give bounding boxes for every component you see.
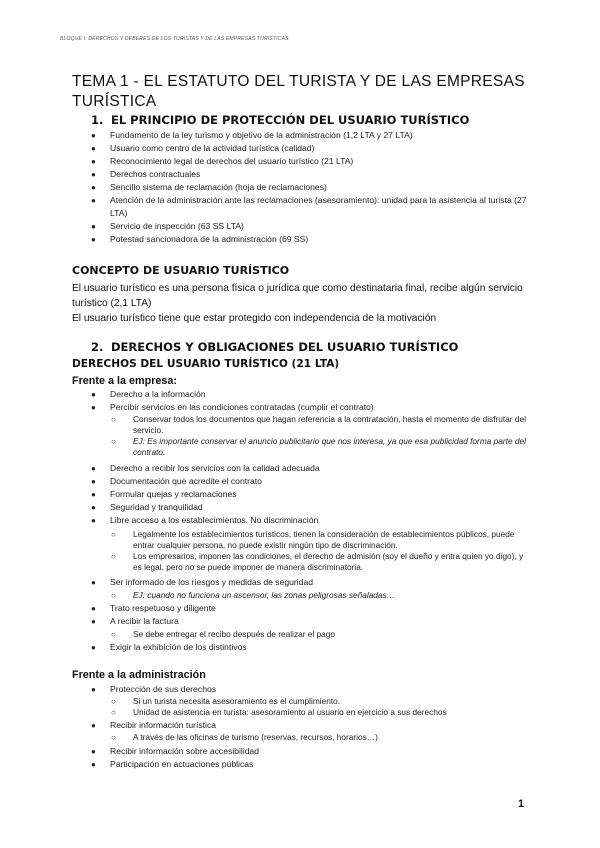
bullet-icon: ● bbox=[91, 477, 96, 486]
empresa-sublist-4 bbox=[91, 629, 531, 640]
circle-bullet-icon: ○ bbox=[111, 708, 116, 717]
list-item: ● Trato respetuoso y diligente bbox=[91, 603, 216, 613]
list-item: ● Formular quejas y reclamaciones bbox=[91, 489, 237, 499]
concepto-heading: CONCEPTO DE USUARIO TURÍSTICO bbox=[72, 264, 290, 277]
list-item: ● Atención de la administración ante las reclamaciones (asesoramiento): unidad para la asistencia al turista (27 LTA) bbox=[91, 195, 527, 218]
list-item: ○ Se debe entregar el recibo después de realizar el pago bbox=[111, 629, 336, 639]
list-item: ○ EJ: cuando no funciona un ascensor, las zonas peligrosas señaladas… bbox=[111, 590, 395, 600]
concepto-paragraph-2: El usuario turístico tiene que estar protegido con independencia de la motivación bbox=[72, 313, 437, 324]
list-item: ● Recibir información sobre accesibilidad bbox=[91, 746, 260, 756]
list-item: ● Exigir la exhibición de los distintivos bbox=[91, 642, 247, 652]
section-2-number: 2. bbox=[91, 340, 104, 354]
bullet-icon: ● bbox=[91, 490, 96, 499]
empresa-sublist-1 bbox=[91, 414, 531, 458]
bullet-icon: ● bbox=[91, 578, 96, 587]
bullet-icon: ● bbox=[91, 604, 96, 613]
circle-bullet-icon: ○ bbox=[111, 530, 116, 539]
list-item: ● Libre acceso a los establecimientos. No discriminación bbox=[91, 515, 319, 525]
list-item: ○ Unidad de asistencia en turista: asesoramiento al usuario en ejercicio a sus derechos bbox=[111, 707, 447, 717]
derechos-subheading: DERECHOS DEL USUARIO TURÍSTICO (21 LTA) bbox=[72, 358, 340, 370]
bullet-icon: ● bbox=[91, 617, 96, 626]
bullet-icon: ● bbox=[91, 235, 96, 244]
list-item: ● Derecho a recibir los servicios con la calidad adecuada bbox=[91, 463, 320, 473]
admin-sublist-2 bbox=[91, 732, 531, 743]
list-item: ○ A través de las oficinas de turismo (reservas, recursos, horarios…) bbox=[111, 732, 378, 742]
list-item: ● Recibir información turística bbox=[91, 720, 217, 730]
bullet-icon: ● bbox=[91, 516, 96, 525]
bullet-icon: ● bbox=[91, 183, 96, 192]
circle-bullet-icon: ○ bbox=[111, 552, 116, 561]
bullet-icon: ● bbox=[91, 747, 96, 756]
admin-sublist-1 bbox=[91, 696, 531, 718]
running-header: BLOQUE I: DERECHOS Y DEBERES DE LOS TURISTAS Y DE LAS EMPRESAS TURÍSTICAS bbox=[60, 36, 289, 42]
section-1-title: EL PRINCIPIO DE PROTECCIÓN DEL USUARIO TURÍSTICO bbox=[111, 113, 470, 127]
frente-empresa-label: Frente a la empresa: bbox=[72, 375, 178, 387]
section-1-list bbox=[91, 129, 531, 246]
empresa-list-4 bbox=[91, 602, 531, 628]
bullet-icon: ● bbox=[91, 403, 96, 412]
bullet-icon: ● bbox=[91, 464, 96, 473]
list-item: ● Protección de sus derechos bbox=[91, 684, 217, 694]
list-item: ● Participación en actuaciones públicas bbox=[91, 759, 254, 769]
list-item: ● Seguridad y tranquilidad bbox=[91, 502, 203, 512]
circle-bullet-icon: ○ bbox=[111, 437, 116, 446]
bullet-icon: ● bbox=[91, 157, 96, 166]
empresa-list-3 bbox=[91, 576, 531, 589]
list-item: ● Fundamento de la ley turismo y objetivo de la administración (1,2 LTA y 27 LTA) bbox=[91, 130, 413, 140]
section-1-number: 1. bbox=[91, 113, 104, 127]
list-item: ● Reconocimiento legal de derechos del usuario turístico (21 LTA) bbox=[91, 156, 354, 166]
empresa-sublist-2 bbox=[91, 529, 531, 573]
bullet-icon: ● bbox=[91, 685, 96, 694]
empresa-list-5 bbox=[91, 641, 531, 654]
empresa-sublist-3 bbox=[91, 590, 531, 601]
list-item: ○ EJ: Es importante conservar el anuncio publicitario que nos interesa, ya que esa publicidad forma parte del contrato. bbox=[111, 436, 526, 457]
page-number: 1 bbox=[518, 798, 525, 810]
bullet-icon: ● bbox=[91, 170, 96, 179]
section-2-title: DERECHOS Y OBLIGACIONES DEL USUARIO TURÍSTICO bbox=[111, 340, 459, 354]
list-item: ● Documentación que acredite el contrato bbox=[91, 476, 262, 486]
bullet-icon: ● bbox=[91, 131, 96, 140]
circle-bullet-icon: ○ bbox=[111, 415, 116, 424]
frente-administracion-label: Frente a la administración bbox=[72, 669, 206, 681]
page-title: TEMA 1 - EL ESTATUTO DEL TURISTA Y DE LAS EMPRESAS TURÍSTICA bbox=[72, 73, 525, 110]
list-item: ● Sencillo sistema de reclamación (hoja de reclamaciones) bbox=[91, 182, 327, 192]
admin-list-2 bbox=[91, 719, 531, 732]
bullet-icon: ● bbox=[91, 643, 96, 652]
bullet-icon: ● bbox=[91, 760, 96, 769]
admin-list-1 bbox=[91, 683, 531, 696]
list-item: ● Potestad sancionadora de la administración (69 SS) bbox=[91, 234, 309, 244]
list-item: ● Derecho a la información bbox=[91, 389, 206, 399]
list-item: ● Ser informado de los riesgos y medidas de seguridad bbox=[91, 577, 314, 587]
list-item: ● Servicio de inspección (63 SS LTA) bbox=[91, 221, 244, 231]
bullet-icon: ● bbox=[91, 196, 96, 205]
admin-list-3 bbox=[91, 745, 531, 771]
list-item: ○ Los empresarios, imponen las condiciones, el derecho de admisión (soy el dueño y entra quien yo digo), y es legal, pero no se puede imponer de manera discriminatoria. bbox=[111, 551, 524, 572]
list-item: ● A recibir la factura bbox=[91, 616, 179, 626]
empresa-list-2 bbox=[91, 462, 531, 527]
empresa-list bbox=[91, 388, 531, 414]
bullet-icon: ● bbox=[91, 144, 96, 153]
circle-bullet-icon: ○ bbox=[111, 591, 116, 600]
section-2-heading bbox=[91, 340, 458, 354]
circle-bullet-icon: ○ bbox=[111, 697, 116, 706]
circle-bullet-icon: ○ bbox=[111, 733, 116, 742]
concepto-paragraph-1: El usuario turístico es una persona física o jurídica que como destinataria final, recibe algún servicio turístico (2,1 LTA) bbox=[72, 283, 523, 309]
section-1-heading bbox=[91, 113, 469, 127]
list-item: ○ Legalmente los establecimientos turísticos, tienen la consideración de establecimientos públicos, puede entrar cualquier persona, no puede existir ningún tipo de discriminación. bbox=[111, 529, 515, 550]
list-item: ○ Si un turista necesita asesoramiento es el cumplimiento. bbox=[111, 696, 341, 706]
bullet-icon: ● bbox=[91, 721, 96, 730]
bullet-icon: ● bbox=[91, 390, 96, 399]
list-item: ● Percibir servicios en las condiciones contratadas (cumplir el contrato) bbox=[91, 402, 374, 412]
circle-bullet-icon: ○ bbox=[111, 630, 116, 639]
bullet-icon: ● bbox=[91, 222, 96, 231]
list-item: ○ Conservar todos los documentos que hagan referencia a la contratación, hasta el momento de disfrutar del servicio. bbox=[111, 414, 526, 435]
list-item: ● Usuario como centro de la actividad turística (calidad) bbox=[91, 143, 315, 153]
list-item: ● Derechos contractuales bbox=[91, 169, 201, 179]
bullet-icon: ● bbox=[91, 503, 96, 512]
